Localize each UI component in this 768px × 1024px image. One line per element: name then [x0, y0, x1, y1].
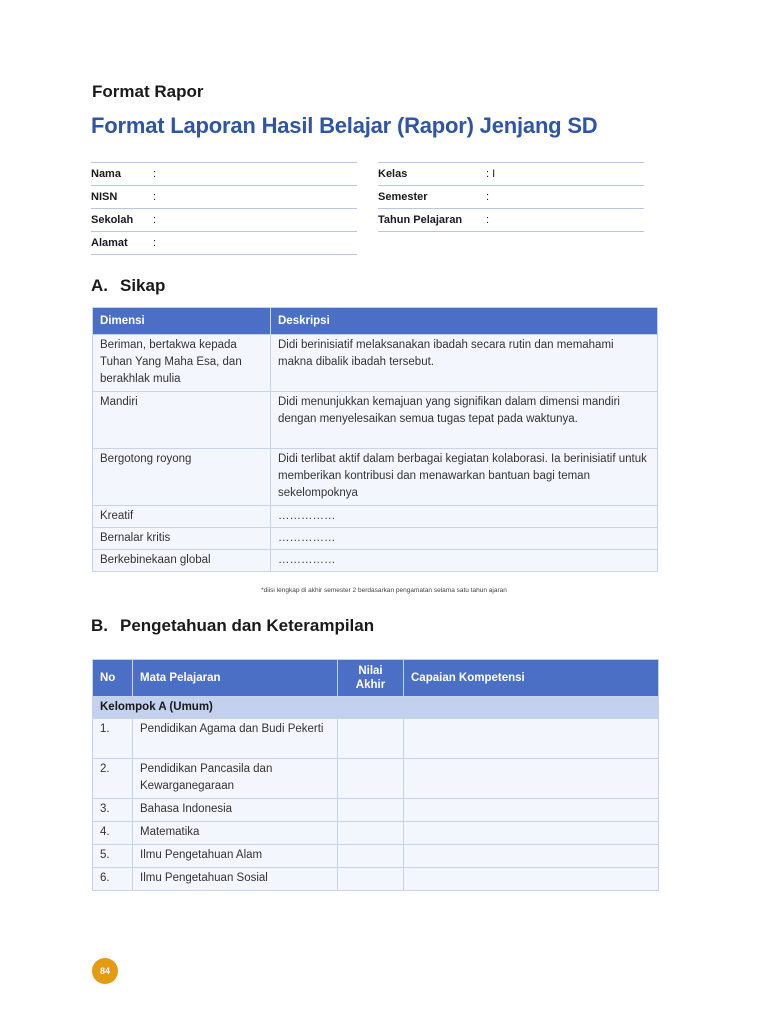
info-value: :	[153, 191, 157, 203]
nilai-cell	[338, 868, 404, 891]
table-row	[93, 392, 658, 449]
section-title: Pengetahuan dan Keterampilan	[120, 616, 375, 635]
table-row	[93, 759, 659, 799]
deskripsi-cell: Didi menunjukkan kemajuan yang signifikan dalam dimensi mandiri dengan menyelesaikan semua tugas tepat pada waktunya.	[271, 392, 658, 449]
no-cell: 3.	[93, 799, 133, 822]
table-row	[93, 868, 659, 891]
info-label: Kelas	[378, 168, 408, 180]
section-b-heading	[91, 616, 374, 636]
table-row	[93, 845, 659, 868]
section-number: B.	[91, 616, 108, 635]
section-title: Sikap	[120, 276, 166, 295]
nilai-cell	[338, 822, 404, 845]
column-header: Dimensi	[93, 308, 271, 335]
page-subtitle: Format Rapor	[92, 82, 204, 101]
nilai-cell	[338, 719, 404, 759]
info-label: Nama	[91, 168, 121, 180]
capaian-cell	[404, 845, 659, 868]
info-label: Alamat	[91, 237, 128, 249]
dimensi-cell: Beriman, bertakwa kepada Tuhan Yang Maha Esa, dan berakhlak mulia	[93, 335, 271, 392]
capaian-cell	[404, 799, 659, 822]
no-cell: 6.	[93, 868, 133, 891]
table-row	[93, 719, 659, 759]
pengetahuan-table	[92, 659, 659, 891]
info-label: Sekolah	[91, 214, 134, 226]
section-a-heading	[91, 276, 165, 296]
info-row-sekolah	[91, 209, 357, 232]
info-row-tahun-pelajaran	[378, 209, 644, 232]
info-label: Tahun Pelajaran	[378, 214, 463, 226]
column-header-mapel: Mata Pelajaran	[133, 660, 338, 697]
dimensi-cell: Berkebinekaan global	[93, 550, 271, 572]
capaian-cell	[404, 868, 659, 891]
nilai-cell	[338, 759, 404, 799]
footnote: *diisi lengkap di akhir semester 2 berdasarkan pengamatan selama satu tahun ajaran	[261, 587, 507, 594]
table-header-row	[93, 660, 659, 697]
dimensi-cell: Mandiri	[93, 392, 271, 449]
info-value: : I	[486, 168, 496, 180]
column-header-no: No	[93, 660, 133, 697]
table-row	[93, 528, 658, 550]
nilai-cell	[338, 799, 404, 822]
info-row-semester	[378, 186, 644, 209]
mapel-cell: Pendidikan Pancasila dan Kewarganegaraan	[133, 759, 338, 799]
table-row	[93, 506, 658, 528]
section-number: A.	[91, 276, 108, 295]
mapel-cell: Pendidikan Agama dan Budi Pekerti	[133, 719, 338, 759]
info-row-alamat	[91, 232, 357, 255]
nilai-cell	[338, 845, 404, 868]
deskripsi-cell: Didi berinisiatif melaksanakan ibadah secara rutin dan memahami makna dibalik ibadah tersebut.	[271, 335, 658, 392]
group-row	[93, 697, 659, 719]
table-header-row	[93, 308, 658, 335]
deskripsi-cell: ……………	[271, 528, 658, 550]
no-cell: 1.	[93, 719, 133, 759]
mapel-cell: Ilmu Pengetahuan Alam	[133, 845, 338, 868]
info-value: :	[153, 214, 157, 226]
dimensi-cell: Bergotong royong	[93, 449, 271, 506]
deskripsi-cell: Didi terlibat aktif dalam berbagai kegiatan kolaborasi. Ia berinisiatif untuk memberikan kontribusi dan menawarkan bantuan bagi teman sekelompoknya	[271, 449, 658, 506]
student-info-left	[91, 162, 357, 255]
info-value: :	[486, 214, 490, 226]
table-row	[93, 822, 659, 845]
no-cell: 4.	[93, 822, 133, 845]
capaian-cell	[404, 719, 659, 759]
deskripsi-cell: ……………	[271, 550, 658, 572]
table-row	[93, 550, 658, 572]
page-title: Format Laporan Hasil Belajar (Rapor) Jenjang SD	[91, 113, 598, 138]
group-label: Kelompok A (Umum)	[93, 697, 659, 719]
info-value: :	[486, 191, 490, 203]
info-value: :	[153, 168, 157, 180]
mapel-cell: Ilmu Pengetahuan Sosial	[133, 868, 338, 891]
student-info-right	[378, 162, 644, 232]
mapel-cell: Matematika	[133, 822, 338, 845]
no-cell: 2.	[93, 759, 133, 799]
mapel-cell: Bahasa Indonesia	[133, 799, 338, 822]
column-header: Deskripsi	[271, 308, 658, 335]
table-row	[93, 799, 659, 822]
capaian-cell	[404, 759, 659, 799]
capaian-cell	[404, 822, 659, 845]
column-header-capaian: Capaian Kompetensi	[404, 660, 659, 697]
page-number-badge: 84	[92, 958, 118, 984]
no-cell: 5.	[93, 845, 133, 868]
info-row-nisn	[91, 186, 357, 209]
info-row-kelas	[378, 163, 644, 186]
info-row-nama	[91, 163, 357, 186]
dimensi-cell: Kreatif	[93, 506, 271, 528]
info-label: NISN	[91, 191, 118, 203]
column-header-nilai: Nilai Akhir	[338, 660, 404, 697]
table-row	[93, 449, 658, 506]
info-value: :	[153, 237, 157, 249]
table-row	[93, 335, 658, 392]
info-label: Semester	[378, 191, 428, 203]
dimensi-cell: Bernalar kritis	[93, 528, 271, 550]
sikap-table	[92, 307, 658, 572]
deskripsi-cell: ……………	[271, 506, 658, 528]
